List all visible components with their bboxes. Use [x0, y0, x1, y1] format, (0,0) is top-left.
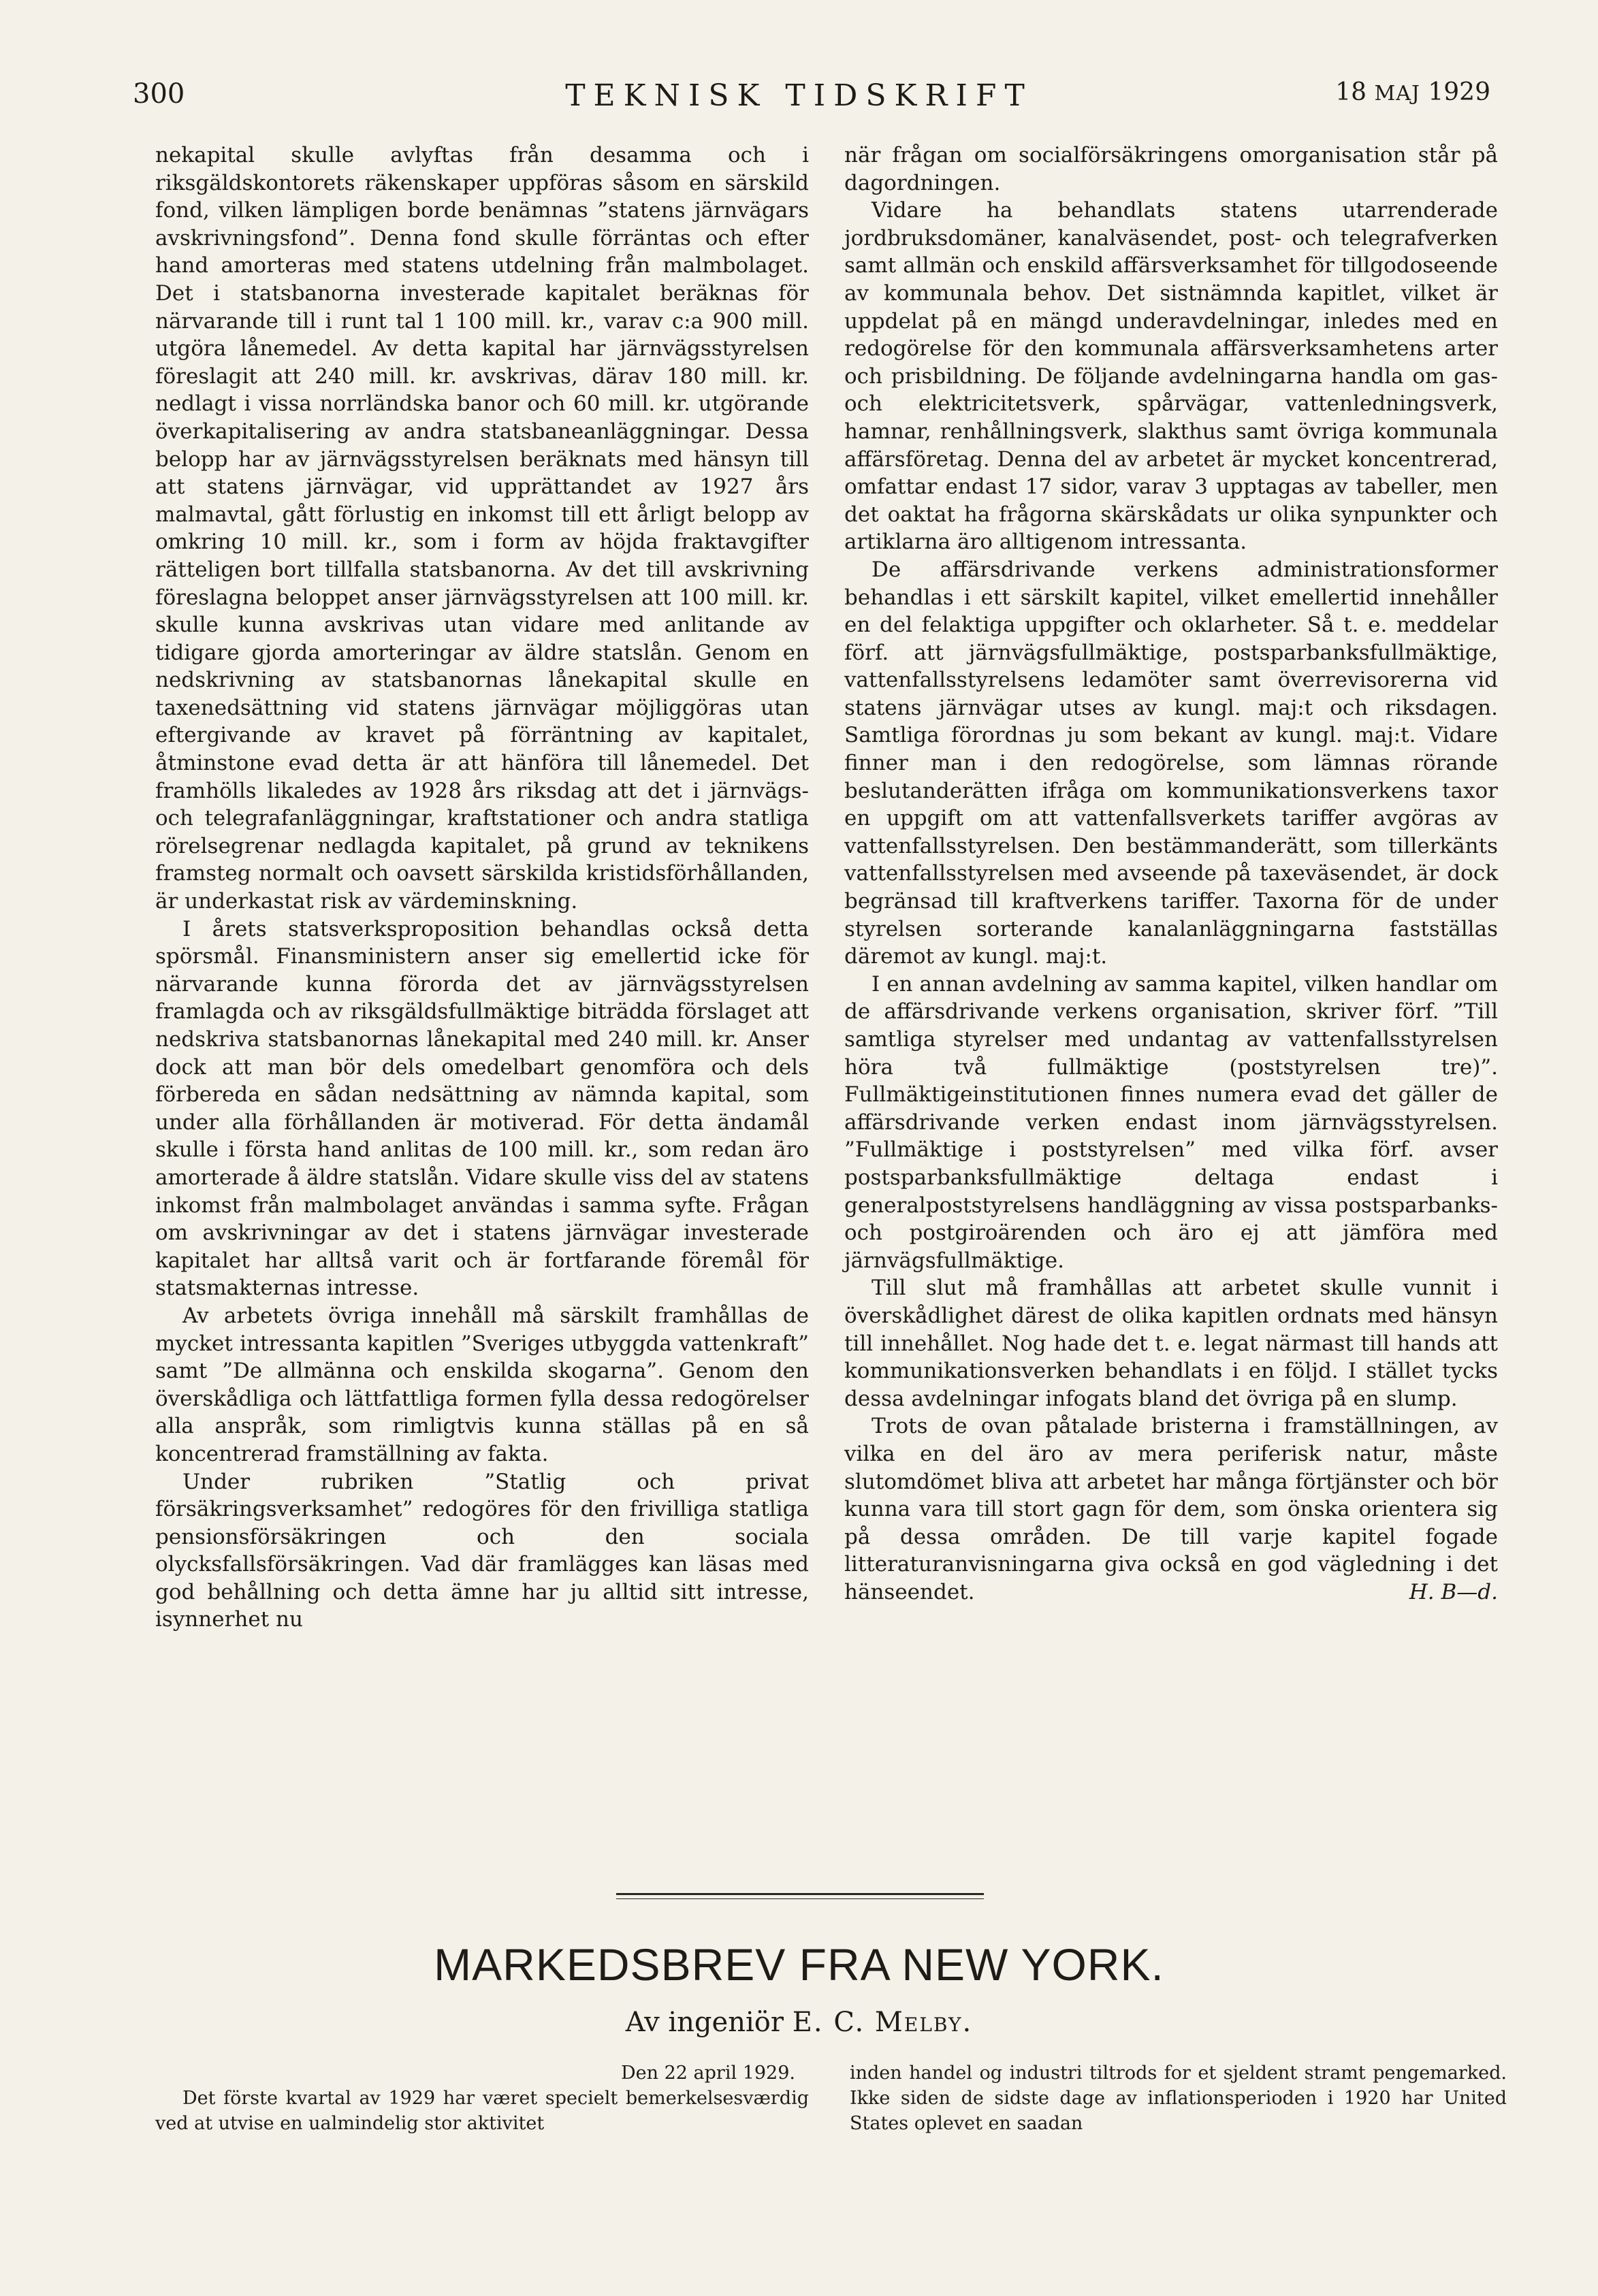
- byline-author: E. C. Melby.: [792, 2007, 973, 2038]
- issue-date-month: MAJ: [1374, 82, 1420, 106]
- review-paragraph: I en annan avdelning av samma kapitel, vilken handlar om de affärsdrivande verkens organisation, skriver förf. ”Till samtliga styrelser med undantag av vattenfallsstyrelsen höra två fullmäktige (poststyrelsen tre)”. Fullmäktigeinstitutionen finnes numera evad det gäller de affärsdrivande verken endast inom järnvägsstyrelsen. ”Fullmäktige i poststyrelsen” med vilka förf. avser postsparbanksfullmäktige deltaga endast i generalpoststyrelsens handläggning av vissa postsparbanks- och postgiroärenden och äro ej att jämföra med järnvägsfullmäktige.: [844, 971, 1498, 1273]
- review-paragraph-text: Trots de ovan påtalade bristerna i framställningen, av vilka en del äro av mera periferisk natur, måste slutomdömet bliva att arbetet har många förtjänster och bör kunna vara till stort gagn för dem, som önska orientera sig på dessa områden. De till varje kapitel fogade litteraturanvisningarna giva också en god vägledning i det hänseendet.: [844, 1414, 1498, 1604]
- section-divider-thin: [616, 1898, 984, 1899]
- article-title: MARKEDSBREV FRA NEW YORK.: [434, 1939, 1164, 1990]
- issue-date-day: 18: [1335, 78, 1367, 106]
- page-number: 300: [133, 78, 185, 110]
- section-divider: [616, 1893, 984, 1895]
- issue-date-year: 1929: [1428, 78, 1490, 106]
- review-paragraph: Under rubriken ”Statlig och privat försäkringsverksamhet” redogöres för den frivilliga statliga pensionsförsäkringen och den sociala olycksfallsförsäkringen. Vad där framlägges kan läsas med god behållning och detta ämne har ju alltid sitt intresse, isynnerhet nu: [155, 1469, 809, 1632]
- byline-prefix: Av ingeniör: [625, 2007, 784, 2038]
- article-paragraph: Det förste kvartal av 1929 har været specielt bemerkelsesværdig ved at utvise en ualmindelig stor aktivitet: [155, 2088, 809, 2134]
- review-paragraph: De affärsdrivande verkens administrationsformer behandlas i ett särskilt kapitel, vilket emellertid innehåller en del felaktiga uppgifter och oklarheter. Så t. e. meddelar förf. att järnvägsfullmäktige, postsparbanksfullmäktige, vattenfallsstyrelsens ledamöter samt överrevisorerna vid statens järnvägar utses av kungl. maj:t och riksdagen. Samtliga förordnas ju som bekant av kungl. maj:t. Vidare finner man i den redogörelse, som lämnas rörande beslutanderätten ifråga om kommunikationsverkens taxor en uppgift om att vattenfallsverkets tariffer avgöras av vattenfallsstyrelsen. Den bestämmanderätt, som tillerkänts vattenfallsstyrelsen med avseende på taxeväsendet, är dock begränsad till kraftverkens tariffer. Taxorna för de under styrelsen sorterande kanalanläggningarna fastställas däremot av kungl. maj:t.: [844, 557, 1498, 969]
- article-left-column: [155, 2060, 809, 2136]
- page-header: [0, 78, 1598, 126]
- review-signature: H. B—d.: [1409, 1579, 1498, 1604]
- article-paragraph: inden handel og industri tiltrods for et sjeldent stramt pengemarked. Ikke siden de sidste dage av inflationsperioden i 1920 har United States oplevet en saadan: [850, 2063, 1507, 2134]
- review-paragraph: I årets statsverksproposition behandlas också detta spörsmål. Finansministern anser sig emellertid icke för närvarande kunna förorda det av järnvägsstyrelsen framlagda och av riksgäldsfullmäktige biträdda förslaget att nedskriva statsbanornas lånekapital med 240 mill. kr. Anser dock att man bör dels omedelbart genomföra och dels förbereda en sådan nedsättning av nämnda kapital, som under alla förhållanden är motiverad. För detta ändamål skulle i första hand anlitas de 100 mill. kr., som redan äro amorterade å äldre statslån. Vidare skulle viss del av statens inkomst från malmbolaget användas i samma syfte. Frågan om avskrivningar av det i statens järnvägar investerade kapitalet har alltså varit och är fortfarande föremål för statsmakternas intresse.: [155, 916, 809, 1301]
- review-right-column: [844, 142, 1498, 1606]
- review-paragraph: Av arbetets övriga innehåll må särskilt framhållas de mycket intressanta kapitlen ”Sveriges utbyggda vattenkraft” samt ”De allmänna och enskilda skogarna”. Genom den överskådliga och lättfattliga formen fylla dessa redogörelser alla anspråk, som rimligtvis kunna ställas på en så koncentrerad framställning av fakta.: [155, 1303, 809, 1466]
- review-paragraph-last: [844, 1412, 1498, 1606]
- article-dateline: Den 22 april 1929.: [621, 2063, 795, 2084]
- issue-date: [1335, 78, 1490, 106]
- review-left-column: [155, 142, 809, 1634]
- article-right-column: [850, 2060, 1507, 2136]
- review-paragraph: nekapital skulle avlyftas från desamma och i riksgäldskontorets räkenskaper uppföras såsom en särskild fond, vilken lämpligen borde benämnas ”statens järnvägars avskrivningsfond”. Denna fond skulle förräntas och efter hand amorteras med statens utdelning från malmbolaget. Det i statsbanorna investerade kapitalet beräknas för närvarande till i runt tal 1 100 mill. kr., varav c:a 900 mill. utgöra lånemedel. Av detta kapital har järnvägsstyrelsen föreslagit att 240 mill. kr. avskrivas, därav 180 mill. kr. nedlagt i vissa norrländska banor och 60 mill. kr. utgörande överkapitalisering av andra statsbaneanläggningar. Dessa belopp har av järnvägsstyrelsen beräknats med hänsyn till att statens järnvägar, vid upprättandet av 1927 års malmavtal, gått förlustig en inkomst till ett årligt belopp av omkring 10 mill. kr., som i form av höjda fraktavgifter rätteligen bort tillfalla statsbanorna. Av det till avskrivning föreslagna beloppet anser järnvägsstyrelsen att 100 mill. kr. skulle kunna avskrivas utan vidare med anlitande av tidigare gjorda amorteringar av äldre statslån. Genom en nedskrivning av statsbanornas lånekapital skulle en taxenedsättning vid statens järnvägar möjliggöras utan eftergivande av kravet på förräntning av kapitalet, åtminstone evad detta är att hänföra till lånemedel. Det framhölls likaledes av 1928 års riksdag att det i järnvägs- och telegrafanläggningar, kraftstationer och andra statliga rörelsegrenar nedlagda kapitalet, på grund av teknikens framsteg normalt och oavsett särskilda kristidsförhållanden, är underkastat risk av värdeminskning.: [155, 143, 809, 914]
- article-byline: [0, 2007, 1598, 2038]
- review-paragraph: när frågan om socialförsäkringens omorganisation står på dagordningen.: [844, 143, 1498, 195]
- review-paragraph: Till slut må framhållas att arbetet skulle vunnit i överskådlighet därest de olika kapitlen ordnats med hänsyn till innehållet. Nog hade det t. e. legat närmast till hands att kommunikationsverken behandlats i en följd. I stället tycks dessa avdelningar infogats bland det övriga på en slump.: [844, 1276, 1498, 1411]
- journal-title: TEKNISK TIDSKRIFT: [565, 78, 1033, 113]
- review-paragraph: Vidare ha behandlats statens utarrenderade jordbruksdomäner, kanalväsendet, post- och telegrafverken samt allmän och enskild affärsverksamhet för tillgodoseende av kommunala behov. Det sistnämnda kapitlet, vilket är uppdelat på en mängd underavdelningar, inledes med en redogörelse för den kommunala affärsverksamhetens arter och prisbildning. De följande avdelningarna handla om gas- och elektricitetsverk, spårvägar, vattenledningsverk, hamnar, renhållningsverk, slakthus samt övriga kommunala affärsföretag. Denna del av arbetet är mycket koncentrerad, omfattar endast 17 sidor, varav 3 upptagas av tabeller, men det oaktat ha frågorna skärskådats ur olika synpunkter och artiklarna äro alltigenom intressanta.: [844, 198, 1498, 555]
